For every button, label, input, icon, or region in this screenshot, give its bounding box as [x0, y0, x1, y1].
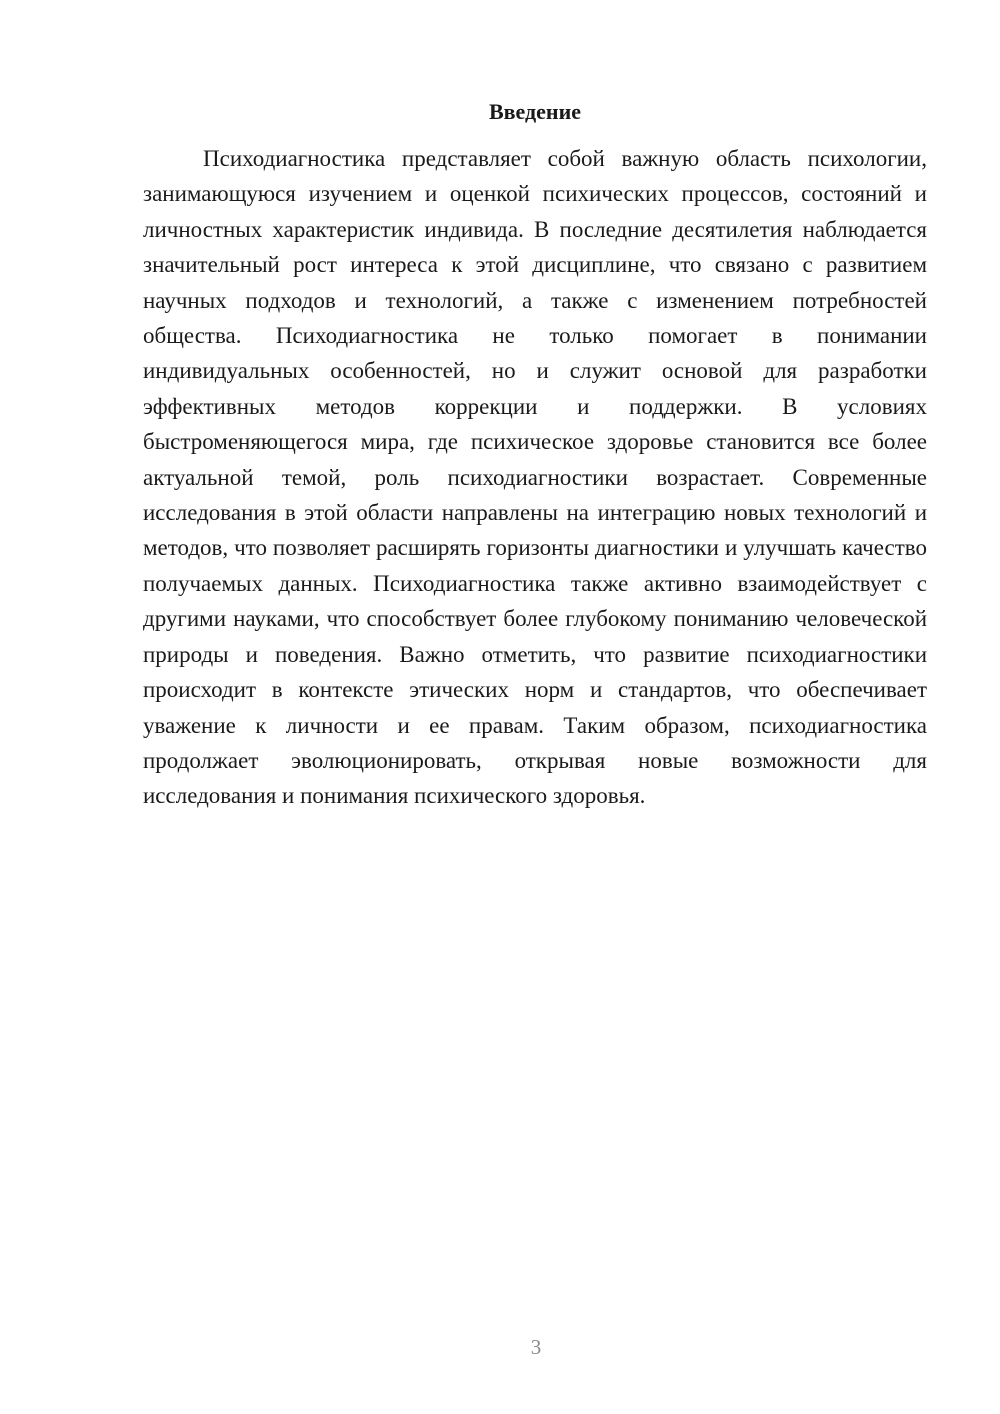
intro-paragraph: Психодиагностика представляет собой важную область психологии, занимающуюся изучением и оценкой психических процессов, состояний и личностных характеристик индивида. В последние десятилетия наблюдается значительный рост интереса к этой дисциплине, что связано с развитием научных подходов и технологий, а также с изменением потребностей общества. Психодиагностика не только помогает в понимании индивидуальных особенностей, но и служит основой для разработки эффективных методов коррекции и поддержки. В условиях быстроменяющегося мира, где психическое здоровье становится все более актуальной темой, роль психодиагностики возрастает. Современные исследования в этой области направлены на интеграцию новых технологий и методов, что позволяет расширять горизонты диагностики и улучшать качество получаемых данных. Психодиагностика также активно взаимодействует с другими науками, что способствует более глубокому пониманию человеческой природы и поведения. Важно отметить, что развитие психодиагностики происходит в контексте этических норм и стандартов, что обеспечивает уважение к личности и ее правам. Таким образом, психодиагностика продолжает эволюционировать, открывая новые возможности для исследования и понимания психического здоровья.: [143, 146, 927, 809]
page-number: 3: [530, 1335, 542, 1359]
section-title: Введение: [488, 99, 582, 124]
